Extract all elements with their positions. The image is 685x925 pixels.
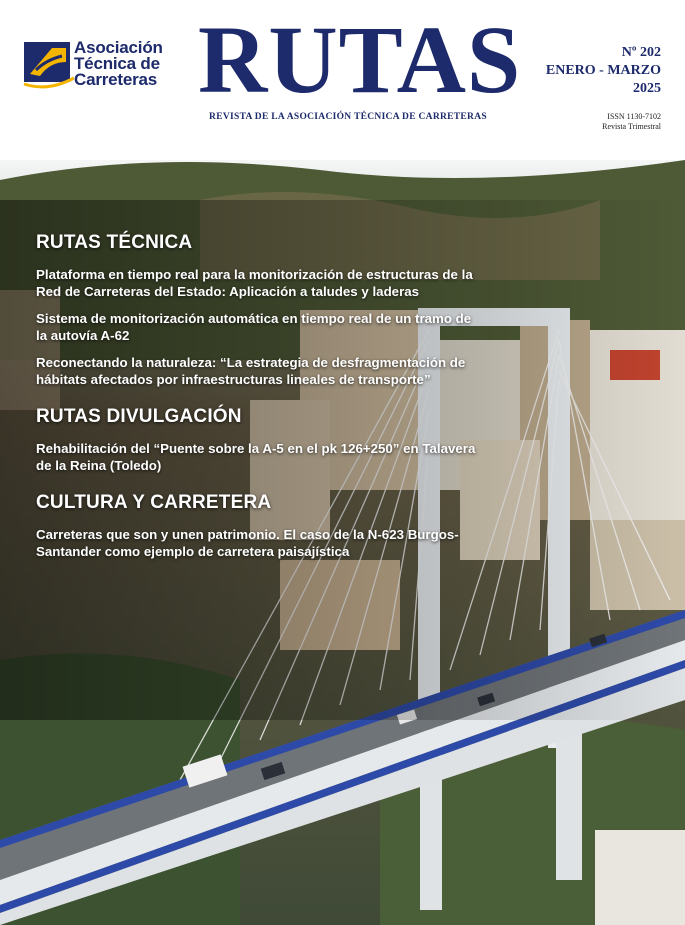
magazine-tagline: REVISTA DE LA ASOCIACIÓN TÉCNICA DE CARRETERAS (209, 112, 487, 122)
section-title-rutas-divulgacion: RUTAS DIVULGACIÓN (36, 406, 242, 427)
publication-frequency: Revista Trimestral (602, 122, 661, 131)
issue-info (546, 44, 661, 98)
cover-contents (36, 232, 476, 570)
issn-block (602, 112, 661, 132)
issue-year: 2025 (633, 81, 661, 96)
foreground-building (595, 830, 685, 925)
magazine-title: RUTAS (198, 6, 522, 113)
association-name (74, 40, 163, 88)
cover-header (0, 0, 685, 160)
issue-period: ENERO - MARZO (545, 63, 661, 78)
issue-number: Nº 202 (621, 45, 661, 60)
article-headline: Rehabilitación del “Puente sobre la A-5 en el pk 126+250” en Talavera de la Reina (Toledo) (36, 441, 476, 473)
section-title-cultura-y-carretera: CULTURA Y CARRETERA (36, 492, 272, 513)
article-headline: Sistema de monitorización automática en tiempo real de un tramo de la autovía A-62 (36, 311, 472, 343)
association-line-1: Asociación (74, 38, 163, 57)
article-headline: Carreteras que son y unen patrimonio. El caso de la N-623 Burgos-Santander como ejemplo de carretera paisajística (36, 527, 459, 559)
article-headline: Reconectando la naturaleza: “La estrategia de desfragmentación de hábitats afectados por infraestructuras lineales de transporte” (36, 355, 466, 387)
issn-number: ISSN 1130-7102 (607, 112, 661, 121)
association-line-2: Técnica de (74, 54, 160, 73)
atc-logo-icon (22, 40, 74, 92)
association-line-3: Carreteras (74, 70, 158, 89)
section-title-rutas-tecnica: RUTAS TÉCNICA (36, 232, 193, 253)
article-headline: Plataforma en tiempo real para la monitorización de estructuras de la Red de Carreteras del Estado: Aplicación a taludes y laderas (36, 267, 473, 299)
association-logo (22, 40, 172, 96)
